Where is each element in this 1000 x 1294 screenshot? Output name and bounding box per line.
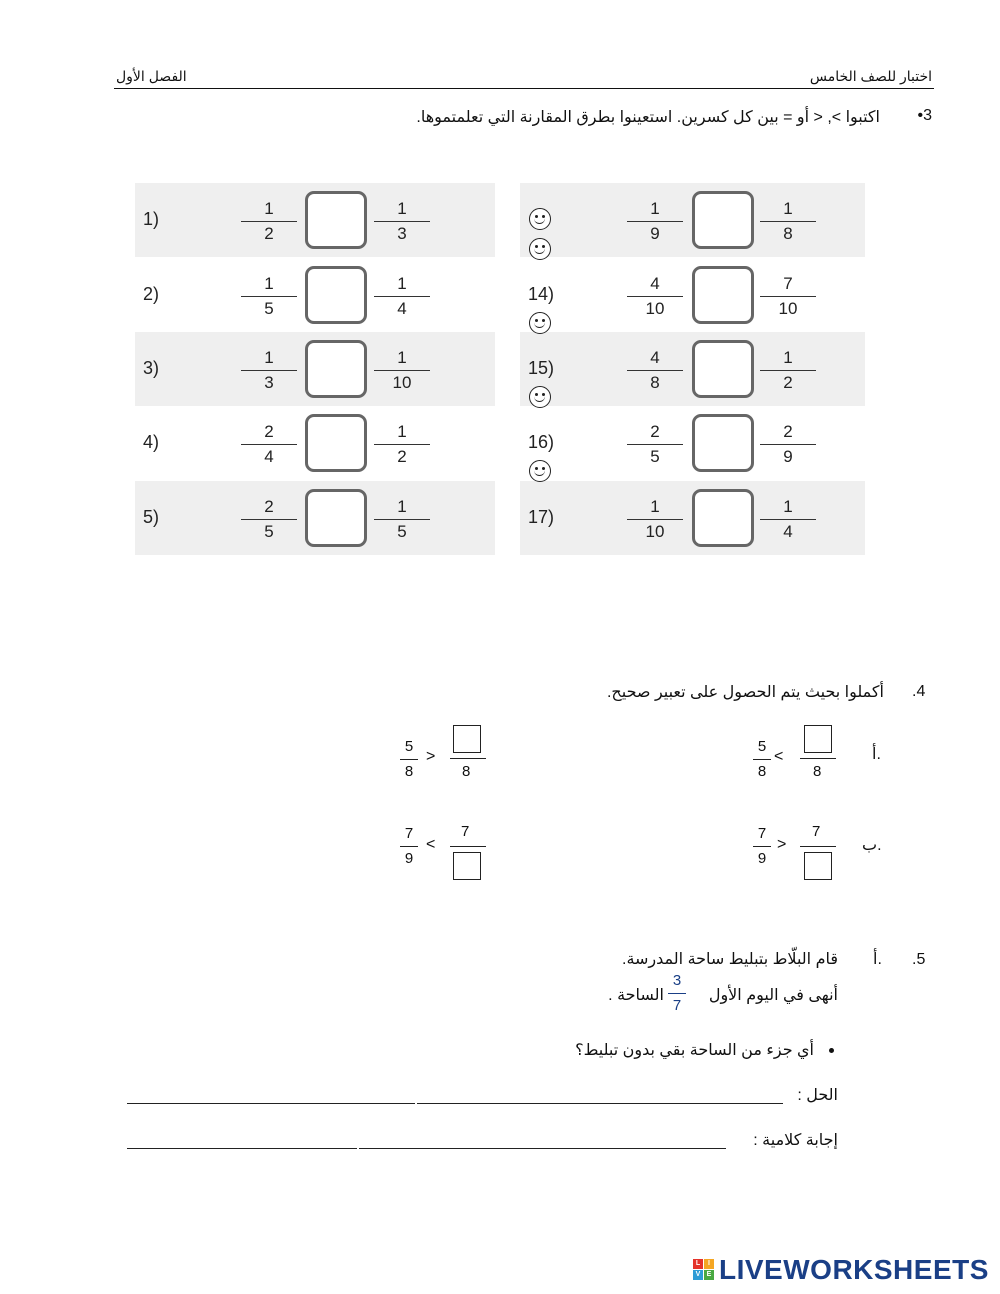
- q5-fraction: [668, 972, 686, 1015]
- q5-sub-label: أ.: [873, 951, 882, 968]
- q3-right-fraction-b: [760, 348, 816, 393]
- numerator: 7: [783, 274, 793, 293]
- q3-right-fraction-a: [627, 422, 683, 467]
- q3-left-fraction-b: [374, 422, 430, 467]
- liveworksheets-logo-icon: [693, 1259, 715, 1281]
- denominator: 8: [757, 763, 767, 780]
- numerator: 1: [397, 348, 407, 367]
- numerator: 1: [783, 497, 793, 516]
- denominator: 9: [650, 224, 660, 243]
- q4-item-b-label: ب.: [862, 837, 882, 854]
- fraction-bar: [241, 444, 297, 445]
- denominator: 4: [783, 522, 793, 541]
- denominator: 8: [783, 224, 793, 243]
- q3-right-row-label: 14): [528, 284, 555, 304]
- q3-instruction: اكتبوا >, < أو = بين كل كسرين. استعينوا بطرق المقارنة التي تعلمتموها.: [416, 109, 880, 126]
- q3-right-row-label: 17): [528, 507, 555, 527]
- smiley-icon: [529, 238, 551, 260]
- q4b-left-numerator: 7: [461, 823, 470, 840]
- numerator: 5: [404, 738, 414, 755]
- denominator: 4: [397, 299, 407, 318]
- denominator: 10: [392, 373, 412, 392]
- q3-right-answer-box-4[interactable]: [692, 414, 754, 472]
- numerator: 1: [397, 199, 407, 218]
- q3-right-fraction-b: [760, 199, 816, 244]
- q4b-right-fraction-bar: [800, 846, 836, 847]
- denominator: 8: [650, 373, 660, 392]
- fraction-bar: [241, 519, 297, 520]
- q4b-left-operator: <: [426, 836, 436, 853]
- numerator: 1: [264, 348, 274, 367]
- denominator: 10: [778, 299, 798, 318]
- denominator: 2: [783, 373, 793, 392]
- logo-letter: I: [704, 1259, 714, 1269]
- smiley-icon: [529, 460, 551, 482]
- numerator: 2: [783, 422, 793, 441]
- answer-line-2[interactable]: [359, 1148, 726, 1149]
- q3-number: 3: [923, 107, 932, 124]
- fraction-bar: [760, 221, 816, 222]
- fraction-bar: [241, 296, 297, 297]
- numerator: 1: [264, 199, 274, 218]
- q3-right-fraction-a: [627, 199, 683, 244]
- q3-left-row-label: 5): [143, 507, 160, 527]
- logo-letter: L: [693, 1259, 703, 1269]
- q4a-right-answer-box[interactable]: [804, 725, 832, 753]
- q3-right-answer-box-5[interactable]: [692, 489, 754, 547]
- denominator: 9: [757, 850, 767, 867]
- numerator: 1: [397, 422, 407, 441]
- q3-left-row-label: 3): [143, 358, 160, 378]
- solution-line-2[interactable]: [417, 1103, 783, 1104]
- smiley-icon: [529, 386, 551, 408]
- smiley-icon: [529, 312, 551, 334]
- q3-right-fraction-b: [760, 422, 816, 467]
- fraction-bar: [374, 370, 430, 371]
- q3-right-fraction-a: [627, 274, 683, 319]
- q5-line2-end: الساحة .: [608, 987, 664, 1004]
- q3-left-row-label: 1): [143, 209, 160, 229]
- q5-solution-label: الحل :: [797, 1087, 838, 1104]
- q4a-left-fraction-bar: [450, 758, 486, 759]
- denominator: 9: [404, 850, 414, 867]
- q5-line2-start: أنهى في اليوم الأول: [708, 987, 838, 1004]
- q4-number: .4: [912, 683, 926, 700]
- fraction-bar: [241, 370, 297, 371]
- q4a-right-operator: <: [774, 748, 784, 765]
- q3-right-answer-box-1[interactable]: [692, 191, 754, 249]
- q4-item-a-label: أ.: [872, 746, 881, 763]
- q4b-left-fraction-bar: [450, 846, 486, 847]
- q3-right-answer-box-3[interactable]: [692, 340, 754, 398]
- q4a-left-fraction: [400, 738, 418, 781]
- numerator: 1: [783, 348, 793, 367]
- denominator: 5: [264, 522, 274, 541]
- fraction-bar: [760, 296, 816, 297]
- numerator: 1: [650, 199, 660, 218]
- q4a-left-answer-box[interactable]: [453, 725, 481, 753]
- q3-number-group: [917, 107, 932, 125]
- q4b-right-answer-box[interactable]: [804, 852, 832, 880]
- header-divider: [114, 88, 934, 89]
- numerator: 3: [672, 972, 682, 989]
- numerator: 1: [397, 274, 407, 293]
- q3-left-fraction-b: [374, 348, 430, 393]
- q3-left-fraction-b: [374, 274, 430, 319]
- fraction-bar: [760, 370, 816, 371]
- numerator: 4: [650, 274, 660, 293]
- q3-left-fraction-b: [374, 497, 430, 542]
- denominator: 10: [645, 299, 665, 318]
- q4a-left-operator: >: [426, 748, 436, 765]
- q4b-right-numerator: 7: [812, 823, 821, 840]
- q3-right-row-label: 16): [528, 432, 555, 452]
- q5-number: .5: [912, 951, 926, 968]
- q3-right-fraction-b: [760, 497, 816, 542]
- denominator: 3: [397, 224, 407, 243]
- q5-bullet-dot: [829, 1048, 834, 1053]
- q3-left-answer-box-1[interactable]: [305, 191, 367, 249]
- fraction-bar: [374, 519, 430, 520]
- numerator: 2: [264, 422, 274, 441]
- q3-right-fraction-b: [760, 274, 816, 319]
- q4-instruction: أكملوا بحيث يتم الحصول على تعبير صحيح.: [606, 684, 884, 701]
- q4a-right-fraction-bar: [800, 758, 836, 759]
- q3-left-fraction-b: [374, 199, 430, 244]
- denominator: 5: [650, 447, 660, 466]
- q3-right-fraction-a: [627, 497, 683, 542]
- numerator: 1: [264, 274, 274, 293]
- numerator: 2: [650, 422, 660, 441]
- q4b-right-operator: >: [777, 836, 787, 853]
- numerator: 1: [783, 199, 793, 218]
- q3-left-fraction-a: [241, 348, 297, 393]
- denominator: 8: [404, 763, 414, 780]
- numerator: 5: [757, 738, 767, 755]
- q4a-right-denominator: 8: [813, 763, 822, 780]
- fraction-bar: [627, 444, 683, 445]
- q3-left-fraction-a: [241, 199, 297, 244]
- fraction-bar: [627, 519, 683, 520]
- q3-bullet: •: [917, 107, 924, 124]
- logo-letter: V: [693, 1270, 703, 1280]
- fraction-bar: [760, 519, 816, 520]
- q4a-left-denominator: 8: [462, 763, 471, 780]
- numerator: 2: [264, 497, 274, 516]
- numerator: 4: [650, 348, 660, 367]
- fraction-bar: [374, 221, 430, 222]
- fraction-bar: [760, 444, 816, 445]
- q3-left-answer-box-3[interactable]: [305, 340, 367, 398]
- q3-left-fraction-a: [241, 422, 297, 467]
- header-semester: الفصل الأول: [116, 68, 187, 84]
- logo-letter: E: [704, 1270, 714, 1280]
- denominator: 5: [264, 299, 274, 318]
- denominator: 10: [645, 522, 665, 541]
- fraction-bar: [241, 221, 297, 222]
- smiley-icon: [529, 208, 551, 230]
- fraction-bar: [374, 444, 430, 445]
- numerator: 1: [397, 497, 407, 516]
- header-test-title: اختبار للصف الخامس: [809, 68, 932, 84]
- answer-line-1[interactable]: [127, 1148, 357, 1149]
- numerator: 7: [404, 825, 414, 842]
- q3-left-fraction-a: [241, 497, 297, 542]
- q3-right-fraction-a: [627, 348, 683, 393]
- q3-left-fraction-a: [241, 274, 297, 319]
- denominator: 2: [264, 224, 274, 243]
- denominator: 9: [783, 447, 793, 466]
- q3-left-row-label: 2): [143, 284, 160, 304]
- liveworksheets-logo[interactable]: LIVEWORKSHEETS: [719, 1254, 989, 1285]
- q5-line1: قام البلّاط بتبليط ساحة المدرسة.: [622, 951, 838, 968]
- numerator: 7: [757, 825, 767, 842]
- denominator: 2: [397, 447, 407, 466]
- q4a-right-fraction: [753, 738, 771, 781]
- q5-question: أي جزء من الساحة بقي بدون تبليط؟: [575, 1042, 814, 1059]
- fraction-bar: [374, 296, 430, 297]
- q3-left-row-label: 4): [143, 432, 160, 452]
- solution-line-1[interactable]: [127, 1103, 415, 1104]
- fraction-bar: [627, 221, 683, 222]
- q4b-left-answer-box[interactable]: [453, 852, 481, 880]
- q3-left-answer-box-4[interactable]: [305, 414, 367, 472]
- denominator: 4: [264, 447, 274, 466]
- q5-answer-label: إجابة كلامية :: [753, 1132, 838, 1149]
- fraction-bar: [627, 296, 683, 297]
- numerator: 1: [650, 497, 660, 516]
- q3-left-answer-box-5[interactable]: [305, 489, 367, 547]
- denominator: 7: [672, 997, 682, 1014]
- fraction-bar: [627, 370, 683, 371]
- q4b-right-fraction: [753, 825, 771, 868]
- q3-left-answer-box-2[interactable]: [305, 266, 367, 324]
- denominator: 5: [397, 522, 407, 541]
- q3-right-row-label: 15): [528, 358, 555, 378]
- denominator: 3: [264, 373, 274, 392]
- q3-right-answer-box-2[interactable]: [692, 266, 754, 324]
- q4b-left-fraction: [400, 825, 418, 868]
